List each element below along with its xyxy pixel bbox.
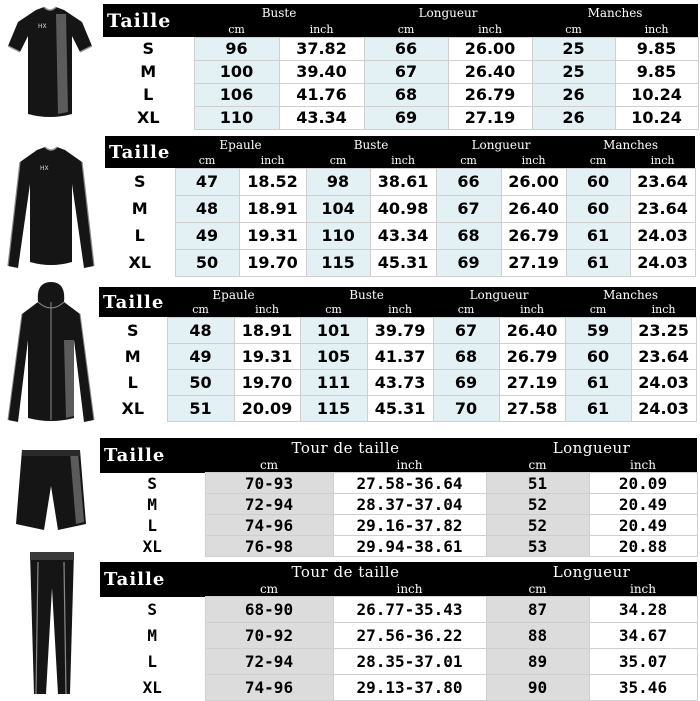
measurement-cell: 43.34 xyxy=(370,222,436,249)
measurement-cell: 49 xyxy=(167,343,234,369)
size-label: M xyxy=(100,623,205,649)
measurement-cell: 10.24 xyxy=(615,106,698,129)
measurement-cell: 43.73 xyxy=(367,369,433,395)
size-row xyxy=(103,106,698,129)
measurement-cell: 74-96 xyxy=(205,675,333,701)
measurement-cell: 24.03 xyxy=(631,369,696,395)
measurement-cell: 70-92 xyxy=(205,623,333,649)
buste-header: Buste xyxy=(300,287,433,303)
measurement-cell: 23.25 xyxy=(631,317,696,343)
measurement-cell: 41.37 xyxy=(367,343,433,369)
measurement-cell: 9.85 xyxy=(615,37,698,60)
measurement-cell: 105 xyxy=(300,343,367,369)
measurement-cell: 19.70 xyxy=(234,369,300,395)
measurement-cell: 74-96 xyxy=(205,515,333,536)
measurement-cell: 39.79 xyxy=(367,317,433,343)
measurement-cell: 59 xyxy=(565,317,631,343)
size-row xyxy=(105,168,695,195)
measurement-cell: 26.77-35.43 xyxy=(333,597,486,623)
measurement-cell: 67 xyxy=(436,195,501,222)
measurement-cell: 106 xyxy=(194,83,279,106)
size-label: XL xyxy=(100,536,205,557)
measurement-cell: 26.79 xyxy=(499,343,565,369)
unit-header: cm xyxy=(175,153,239,168)
measurement-cell: 26.40 xyxy=(501,195,566,222)
unit-header: cm xyxy=(205,458,333,473)
measurement-cell: 50 xyxy=(167,369,234,395)
size-row xyxy=(100,473,697,494)
measurement-cell: 100 xyxy=(194,60,279,83)
longueur-header: Longueur xyxy=(486,562,697,582)
manches-header: Manches xyxy=(566,136,695,153)
size-label: M xyxy=(105,195,175,222)
measurement-cell: 67 xyxy=(433,317,499,343)
size-label: S xyxy=(105,168,175,195)
manches-header: Manches xyxy=(532,4,698,22)
measurement-cell: 70 xyxy=(433,395,499,421)
size-label: M xyxy=(100,494,205,515)
size-row xyxy=(105,249,695,276)
size-row xyxy=(99,317,696,343)
measurement-cell: 24.03 xyxy=(630,249,695,276)
measurement-cell: 96 xyxy=(194,37,279,60)
epaule-header: Epaule xyxy=(167,287,300,303)
measurement-cell: 66 xyxy=(436,168,501,195)
unit-header: cm xyxy=(205,582,333,597)
unit-header: inch xyxy=(367,303,433,317)
measurement-cell: 24.03 xyxy=(630,222,695,249)
tour-de-taille-header: Tour de taille xyxy=(205,562,486,582)
size-row xyxy=(99,369,696,395)
svg-text:HX: HX xyxy=(40,165,49,172)
unit-header: cm xyxy=(167,303,234,317)
size-row xyxy=(99,343,696,369)
size-row xyxy=(103,60,698,83)
measurement-cell: 69 xyxy=(436,249,501,276)
measurement-cell: 76-98 xyxy=(205,536,333,557)
measurement-cell: 52 xyxy=(486,494,589,515)
measurement-cell: 20.49 xyxy=(589,515,697,536)
unit-header: inch xyxy=(279,22,364,37)
size-label: XL xyxy=(105,249,175,276)
measurement-cell: 24.03 xyxy=(631,395,696,421)
leggings-icon xyxy=(0,548,100,698)
measurement-cell: 90 xyxy=(486,675,589,701)
measurement-cell: 26 xyxy=(532,83,615,106)
size-row xyxy=(100,623,697,649)
measurement-cell: 69 xyxy=(433,369,499,395)
longueur-header: Longueur xyxy=(486,438,697,458)
measurement-cell: 115 xyxy=(306,249,370,276)
measurement-cell: 45.31 xyxy=(370,249,436,276)
measurement-cell: 27.19 xyxy=(501,249,566,276)
size-row xyxy=(103,37,698,60)
size-row xyxy=(100,675,697,701)
measurement-cell: 26.79 xyxy=(501,222,566,249)
long-sleeve-shirt-icon xyxy=(0,140,100,275)
size-row xyxy=(105,222,695,249)
unit-header: inch xyxy=(630,153,695,168)
unit-header: cm xyxy=(436,153,501,168)
unit-header: inch xyxy=(615,22,698,37)
unit-header: inch xyxy=(234,303,300,317)
measurement-cell: 69 xyxy=(364,106,448,129)
measurement-cell: 51 xyxy=(167,395,234,421)
measurement-cell: 110 xyxy=(306,222,370,249)
measurement-cell: 28.37-37.04 xyxy=(333,494,486,515)
measurement-cell: 20.88 xyxy=(589,536,697,557)
taille-header: Taille xyxy=(100,438,205,473)
manches-header: Manches xyxy=(565,287,696,303)
taille-header: Taille xyxy=(105,136,175,168)
buste-header: Buste xyxy=(194,4,364,22)
measurement-cell: 29.16-37.82 xyxy=(333,515,486,536)
measurement-cell: 26.00 xyxy=(448,37,532,60)
unit-header: cm xyxy=(300,303,367,317)
measurement-cell: 87 xyxy=(486,597,589,623)
longueur-header: Longueur xyxy=(364,4,532,22)
measurement-cell: 60 xyxy=(565,343,631,369)
size-label: L xyxy=(103,83,194,106)
longueur-header: Longueur xyxy=(436,136,566,153)
size-label: XL xyxy=(100,675,205,701)
measurement-cell: 60 xyxy=(566,168,630,195)
measurement-cell: 98 xyxy=(306,168,370,195)
size-row xyxy=(100,494,697,515)
unit-header: inch xyxy=(370,153,436,168)
measurement-cell: 29.13-37.80 xyxy=(333,675,486,701)
unit-header: cm xyxy=(566,153,630,168)
measurement-cell: 53 xyxy=(486,536,589,557)
unit-header: inch xyxy=(333,458,486,473)
measurement-cell: 66 xyxy=(364,37,448,60)
measurement-cell: 111 xyxy=(300,369,367,395)
measurement-cell: 68 xyxy=(436,222,501,249)
longueur-header: Longueur xyxy=(433,287,565,303)
measurement-cell: 48 xyxy=(175,195,239,222)
short-sleeve-shirt-icon xyxy=(0,2,100,122)
size-label: S xyxy=(100,597,205,623)
measurement-cell: 68-90 xyxy=(205,597,333,623)
tour-de-taille-header: Tour de taille xyxy=(205,438,486,458)
measurement-cell: 29.94-38.61 xyxy=(333,536,486,557)
measurement-cell: 26.40 xyxy=(448,60,532,83)
measurement-cell: 37.82 xyxy=(279,37,364,60)
unit-header: cm xyxy=(433,303,499,317)
measurement-cell: 10.24 xyxy=(615,83,698,106)
size-label: S xyxy=(103,37,194,60)
measurement-cell: 25 xyxy=(532,37,615,60)
size-label: L xyxy=(100,649,205,675)
size-row xyxy=(105,195,695,222)
measurement-cell: 23.64 xyxy=(630,168,695,195)
size-row xyxy=(100,515,697,536)
unit-header: cm xyxy=(364,22,448,37)
measurement-cell: 26.79 xyxy=(448,83,532,106)
measurement-cell: 35.07 xyxy=(589,649,697,675)
measurement-cell: 27.58-36.64 xyxy=(333,473,486,494)
taille-header: Taille xyxy=(100,562,205,597)
measurement-cell: 41.76 xyxy=(279,83,364,106)
measurement-cell: 61 xyxy=(565,369,631,395)
measurement-cell: 72-94 xyxy=(205,649,333,675)
unit-header: cm xyxy=(194,22,279,37)
unit-header: inch xyxy=(501,153,566,168)
measurement-cell: 9.85 xyxy=(615,60,698,83)
size-label: M xyxy=(103,60,194,83)
measurement-cell: 51 xyxy=(486,473,589,494)
size-row xyxy=(103,83,698,106)
measurement-cell: 67 xyxy=(364,60,448,83)
size-label: L xyxy=(100,515,205,536)
measurement-cell: 101 xyxy=(300,317,367,343)
unit-header: cm xyxy=(306,153,370,168)
measurement-cell: 27.19 xyxy=(499,369,565,395)
measurement-cell: 34.67 xyxy=(589,623,697,649)
measurement-cell: 60 xyxy=(566,195,630,222)
unit-header: inch xyxy=(631,303,696,317)
epaule-header: Epaule xyxy=(175,136,306,153)
measurement-cell: 19.31 xyxy=(234,343,300,369)
measurement-cell: 52 xyxy=(486,515,589,536)
size-row xyxy=(100,536,697,557)
measurement-cell: 18.52 xyxy=(239,168,306,195)
size-label: S xyxy=(100,473,205,494)
buste-header: Buste xyxy=(306,136,436,153)
measurement-cell: 43.34 xyxy=(279,106,364,129)
svg-text:HX: HX xyxy=(38,23,47,30)
size-table-long-sleeve xyxy=(105,136,696,277)
size-label: L xyxy=(99,369,167,395)
measurement-cell: 20.49 xyxy=(589,494,697,515)
measurement-cell: 19.31 xyxy=(239,222,306,249)
taille-header: Taille xyxy=(99,287,167,317)
unit-header: inch xyxy=(448,22,532,37)
measurement-cell: 19.70 xyxy=(239,249,306,276)
size-label: L xyxy=(105,222,175,249)
measurement-cell: 23.64 xyxy=(631,343,696,369)
measurement-cell: 47 xyxy=(175,168,239,195)
size-table-shorts xyxy=(100,438,698,557)
size-table-tshirt xyxy=(103,4,699,130)
size-label: S xyxy=(99,317,167,343)
measurement-cell: 39.40 xyxy=(279,60,364,83)
unit-header: cm xyxy=(486,458,589,473)
size-label: XL xyxy=(103,106,194,129)
shorts-icon xyxy=(0,444,100,544)
unit-header: cm xyxy=(565,303,631,317)
measurement-cell: 89 xyxy=(486,649,589,675)
measurement-cell: 20.09 xyxy=(589,473,697,494)
unit-header: inch xyxy=(499,303,565,317)
unit-header: inch xyxy=(589,582,697,597)
measurement-cell: 49 xyxy=(175,222,239,249)
size-row xyxy=(100,597,697,623)
unit-header: cm xyxy=(532,22,615,37)
size-label: M xyxy=(99,343,167,369)
size-row xyxy=(99,395,696,421)
measurement-cell: 115 xyxy=(300,395,367,421)
unit-header: inch xyxy=(333,582,486,597)
unit-header: inch xyxy=(239,153,306,168)
measurement-cell: 38.61 xyxy=(370,168,436,195)
measurement-cell: 35.46 xyxy=(589,675,697,701)
measurement-cell: 28.35-37.01 xyxy=(333,649,486,675)
measurement-cell: 20.09 xyxy=(234,395,300,421)
measurement-cell: 26.40 xyxy=(499,317,565,343)
measurement-cell: 26 xyxy=(532,106,615,129)
size-table-hoodie xyxy=(99,287,697,422)
measurement-cell: 110 xyxy=(194,106,279,129)
measurement-cell: 48 xyxy=(167,317,234,343)
measurement-cell: 26.00 xyxy=(501,168,566,195)
measurement-cell: 68 xyxy=(433,343,499,369)
unit-header: inch xyxy=(589,458,697,473)
measurement-cell: 34.28 xyxy=(589,597,697,623)
measurement-cell: 50 xyxy=(175,249,239,276)
measurement-cell: 27.58 xyxy=(499,395,565,421)
measurement-cell: 61 xyxy=(566,222,630,249)
measurement-cell: 40.98 xyxy=(370,195,436,222)
taille-header: Taille xyxy=(103,4,194,37)
size-table-leggings xyxy=(100,562,698,701)
size-label: XL xyxy=(99,395,167,421)
unit-header: cm xyxy=(486,582,589,597)
measurement-cell: 61 xyxy=(566,249,630,276)
size-row xyxy=(100,649,697,675)
measurement-cell: 88 xyxy=(486,623,589,649)
measurement-cell: 72-94 xyxy=(205,494,333,515)
measurement-cell: 23.64 xyxy=(630,195,695,222)
hooded-jacket-icon xyxy=(0,280,100,430)
measurement-cell: 68 xyxy=(364,83,448,106)
measurement-cell: 61 xyxy=(565,395,631,421)
measurement-cell: 104 xyxy=(306,195,370,222)
measurement-cell: 70-93 xyxy=(205,473,333,494)
measurement-cell: 18.91 xyxy=(239,195,306,222)
measurement-cell: 25 xyxy=(532,60,615,83)
measurement-cell: 18.91 xyxy=(234,317,300,343)
measurement-cell: 27.19 xyxy=(448,106,532,129)
measurement-cell: 45.31 xyxy=(367,395,433,421)
measurement-cell: 27.56-36.22 xyxy=(333,623,486,649)
